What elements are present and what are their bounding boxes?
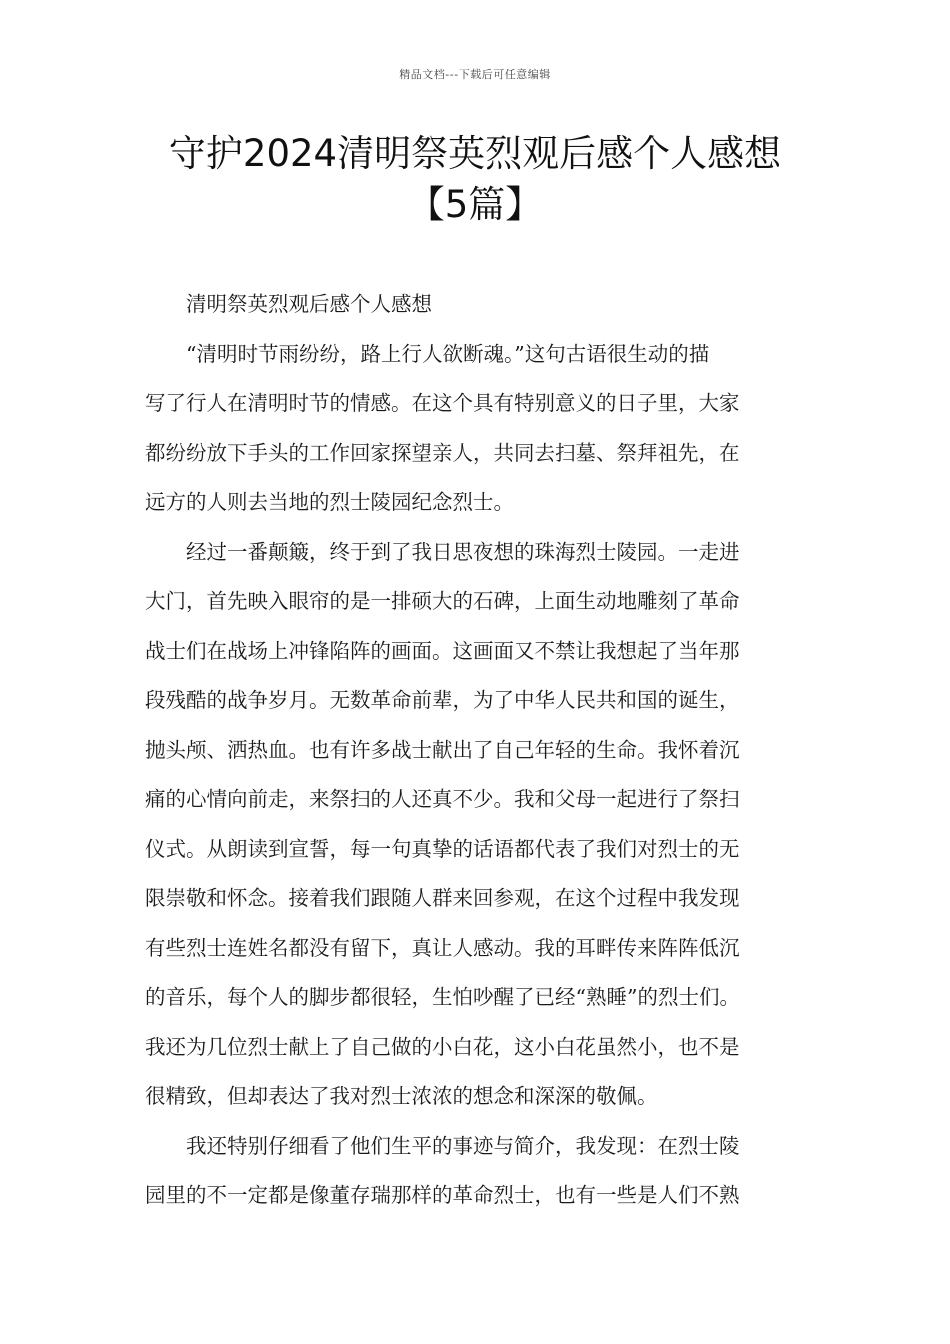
paragraph-line: 抛头颅、洒热血。也有许多战士献出了自己年轻的生命。我怀着沉 xyxy=(145,737,740,762)
header-note: 精品文档---下载后可任意编辑 xyxy=(399,68,551,81)
document-title xyxy=(100,128,850,230)
paragraph-line: 痛的心情向前走，来祭扫的人还真不少。我和父母一起进行了祭扫 xyxy=(145,787,740,811)
paragraph-line: 限崇敬和怀念。接着我们跟随人群来回参观，在这个过程中我发现 xyxy=(145,886,740,910)
paragraph-line: 大门，首先映入眼帘的是一排硕大的石碑，上面生动地雕刻了革命 xyxy=(145,589,740,613)
paragraph-line: “清明时节雨纷纷，路上行人欲断魂。”这句古语很生动的描 xyxy=(186,341,710,366)
subtitle-line: 清明祭英烈观后感个人感想 xyxy=(186,292,432,316)
paragraph-line: 段残酷的战争岁月。无数革命前辈，为了中华人民共和国的诞生， xyxy=(145,688,740,712)
paragraph-line: 我还为几位烈士献上了自己做的小白花，这小白花虽然小，也不是 xyxy=(145,1034,740,1059)
paragraph-line: 都纷纷放下手头的工作回家探望亲人，共同去扫墓、祭拜祖先，在 xyxy=(145,440,740,465)
paragraph-line: 战士们在战场上冲锋陷阵的画面。这画面又不禁让我想起了当年那 xyxy=(145,638,740,663)
paragraph-line: 写了行人在清明时节的情感。在这个具有特别意义的日子里，大家 xyxy=(145,391,740,415)
paragraph xyxy=(145,1122,810,1221)
paragraph-line: 远方的人则去当地的烈士陵园纪念烈士。 xyxy=(145,490,514,514)
paragraph-line: 仪式。从朗读到宣誓，每一句真挚的话语都代表了我们对烈士的无 xyxy=(145,836,740,861)
section-subtitle xyxy=(145,280,810,330)
paragraph-line: 很精致，但却表达了我对烈士浓浓的想念和深深的敬佩。 xyxy=(145,1084,658,1108)
paragraph xyxy=(145,528,810,1122)
paragraph-line: 我还特别仔细看了他们生平的事迹与简介，我发现：在烈士陵 xyxy=(186,1133,740,1158)
title-line-2: 【5篇】 xyxy=(407,183,543,226)
paragraph-line: 经过一番颠簸，终于到了我日思夜想的珠海烈士陵园。一走进 xyxy=(186,539,740,564)
paragraph-line: 有些烈士连姓名都没有留下，真让人感动。我的耳畔传来阵阵低沉 xyxy=(145,935,740,960)
paragraphs xyxy=(145,330,810,1221)
title-line-1: 守护2024清明祭英烈观后感个人感想 xyxy=(168,132,782,175)
document-body xyxy=(145,280,810,1221)
paragraph xyxy=(145,330,810,528)
paragraph-line: 园里的不一定都是像董存瑞那样的革命烈士，也有一些是人们不熟 xyxy=(145,1183,740,1207)
paragraph-line: 的音乐，每个人的脚步都很轻，生怕吵醒了已经“熟睡”的烈士们。 xyxy=(145,985,740,1009)
